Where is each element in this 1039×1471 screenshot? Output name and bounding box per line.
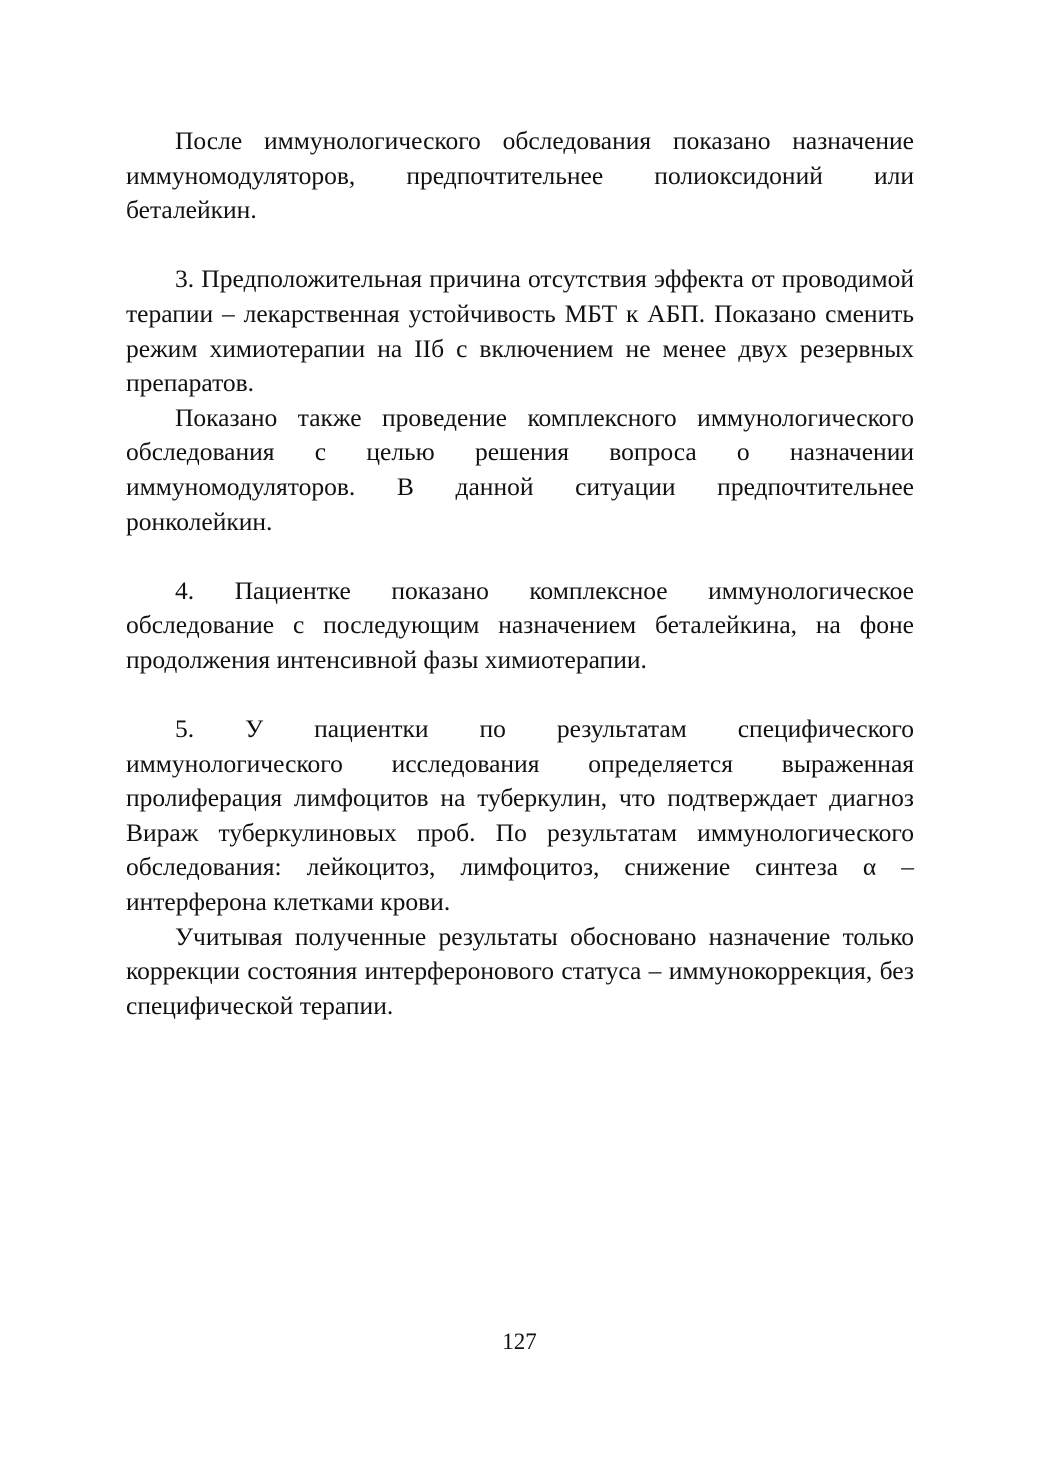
- paragraph-conclusion: Учитывая полученные результаты обосновано назначение только коррекции состояния интерферонового статуса – иммунокоррекция, без специфической терапии.: [126, 921, 914, 1020]
- paragraph-immunomodulators: После иммунологического обследования показано назначение иммуномодуляторов, предпочтительнее полиоксидоний или беталейкин.: [126, 126, 914, 225]
- paragraph-immunological-exam: Показано также проведение комплексного иммунологического обследования с целью решения вопроса о назначении иммуномодуляторов. В данной ситуации предпочтительнее ронколейкин.: [126, 402, 914, 536]
- paragraph-item-5: 5. У пациентки по результатам специфического иммунологического исследования определяется выраженная пролиферация лимфоцитов на туберкулин, что подтверждает диагноз Вираж туберкулиновых проб. По результатам иммунологического обследования: лейкоцитоз, лимфоцитоз, снижение синтеза α – интерферона клетками крови.: [126, 714, 914, 917]
- page-number: 127: [502, 1329, 537, 1354]
- paragraph-item-3: 3. Предположительная причина отсутствия эффекта от проводимой терапии – лекарственная устойчивость МБТ к АБП. Показано сменить режим химиотерапии на IIб с включением не менее двух резервных препаратов.: [126, 264, 914, 398]
- body-text: [126, 124, 914, 1023]
- paragraph-item-4: 4. Пациентке показано комплексное иммунологическое обследование с последующим назначением беталейкина, на фоне продолжения интенсивной фазы химиотерапии.: [126, 575, 914, 674]
